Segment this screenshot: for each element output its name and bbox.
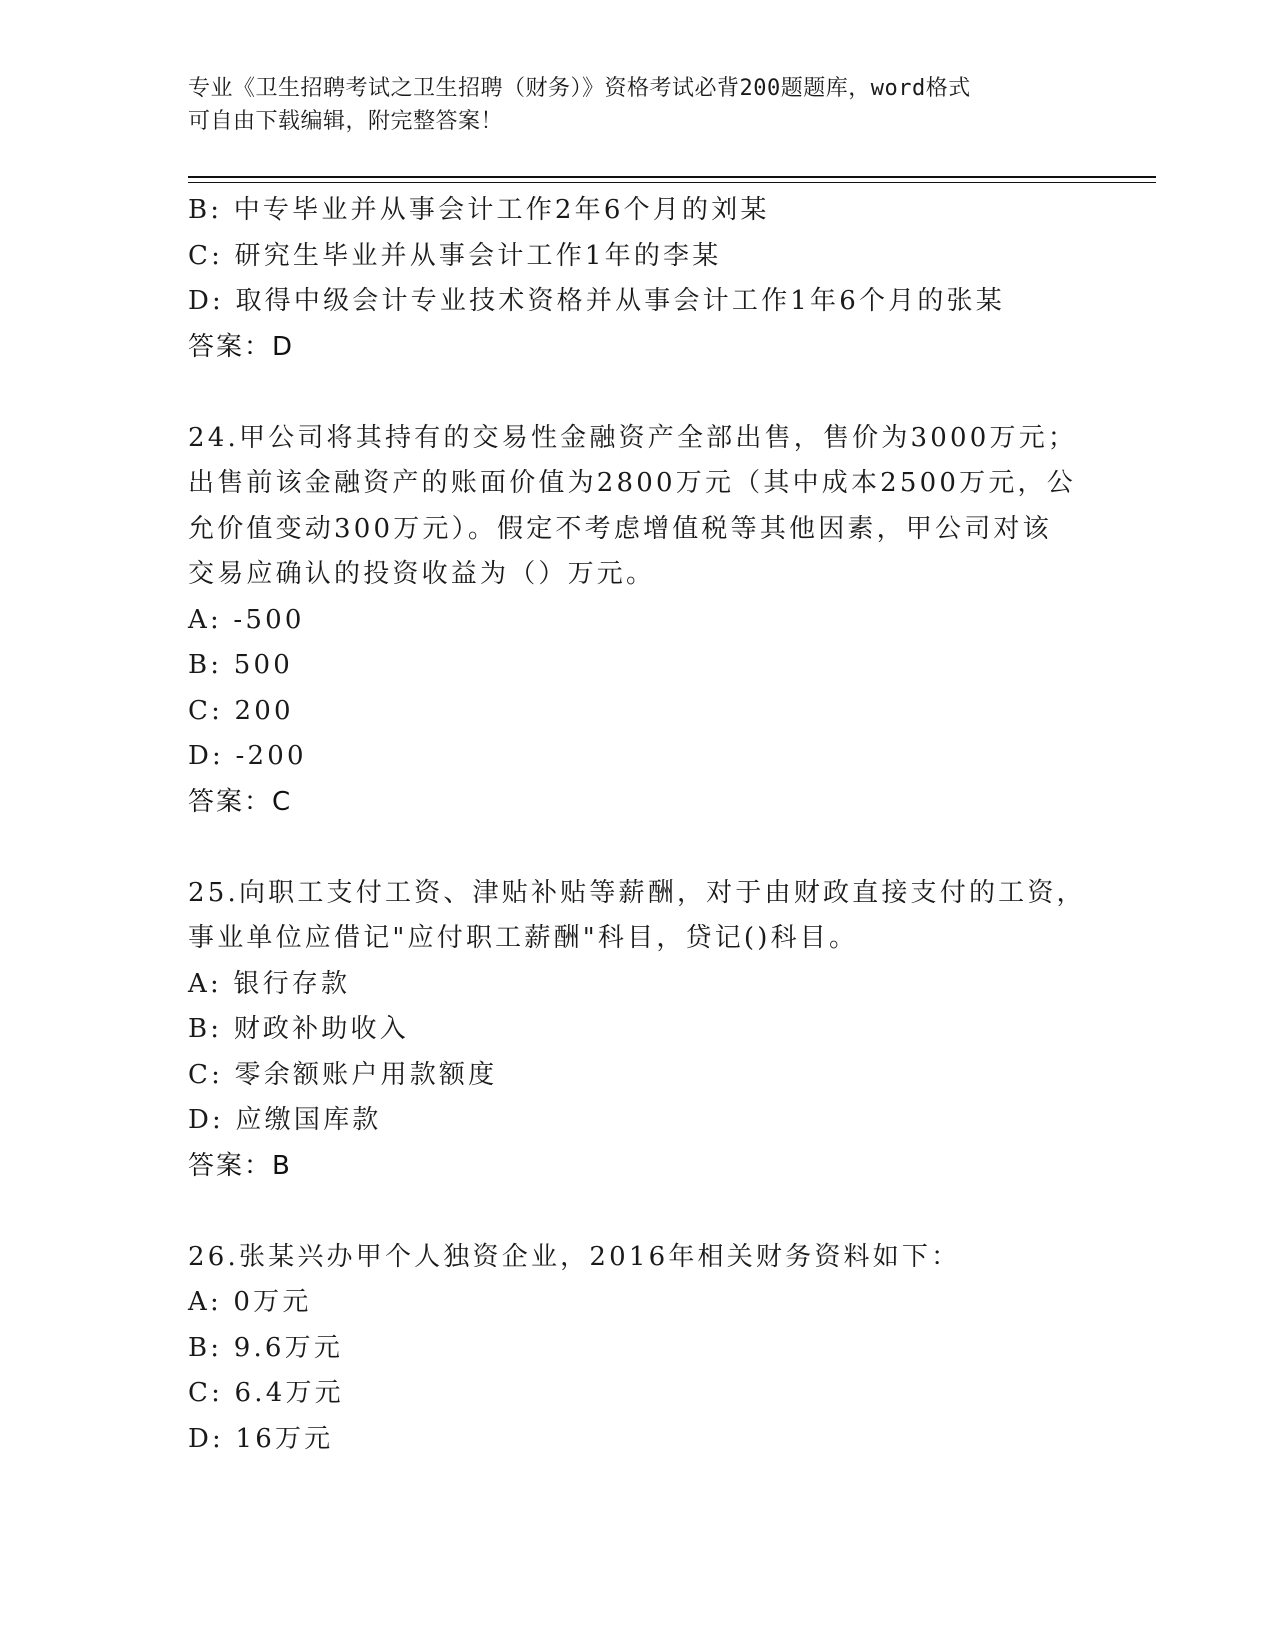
header-title-line-2: 可自由下载编辑，附完整答案！ xyxy=(188,109,504,134)
q26-option-b: B: 9.6万元 xyxy=(188,1332,344,1363)
q26-option-c: C: 6.4万元 xyxy=(188,1378,344,1408)
q26-option-d: D: 16万元 xyxy=(188,1423,334,1454)
q24-stem-line-3: 允价值变动300万元）。假定不考虑增值税等其他因素，甲公司对该 xyxy=(188,513,1052,544)
q26-option-a: A: 0万元 xyxy=(188,1287,312,1317)
document-header xyxy=(188,72,1088,138)
q25-option-a: A: 银行存款 xyxy=(188,968,351,999)
q23-answer: 答案：D xyxy=(188,331,295,362)
question-25 xyxy=(188,871,1088,1190)
header-divider-thick xyxy=(188,176,1156,178)
header-title-line-1: 专业《卫生招聘考试之卫生招聘（财务）》资格考试必背200题题库，word格式 xyxy=(188,76,971,101)
question-26 xyxy=(188,1235,1088,1463)
question-spacer xyxy=(188,825,1088,871)
question-list xyxy=(188,188,1088,1462)
q25-stem-line-2: 事业单位应借记"应付职工薪酬"科目，贷记()科目。 xyxy=(188,923,859,953)
q26-stem-line-1: 26.张某兴办甲个人独资企业，2016年相关财务资料如下： xyxy=(188,1241,961,1272)
q24-answer: 答案：C xyxy=(188,786,293,817)
q23-option-c: C: 研究生毕业并从事会计工作1年的李某 xyxy=(188,240,722,271)
question-24 xyxy=(188,416,1088,826)
question-23-tail xyxy=(188,188,1088,370)
q25-stem-line-1: 25.向职工支付工资、津贴补贴等薪酬，对于由财政直接支付的工资， xyxy=(188,877,1086,908)
q25-option-d: D: 应缴国库款 xyxy=(188,1105,382,1135)
q25-answer: 答案：B xyxy=(188,1150,292,1181)
question-spacer xyxy=(188,370,1088,416)
q23-option-d: D: 取得中级会计专业技术资格并从事会计工作1年6个月的张某 xyxy=(188,286,1005,316)
q24-stem-line-1: 24.甲公司将其持有的交易性金融资产全部出售，售价为3000万元； xyxy=(188,422,1078,453)
q25-option-c: C: 零余额账户用款额度 xyxy=(188,1059,498,1090)
q24-option-b: B: 500 xyxy=(188,650,293,680)
q24-option-a: A: -500 xyxy=(188,604,305,635)
q23-option-b: B: 中专毕业并从事会计工作2年6个月的刘某 xyxy=(188,195,770,225)
q24-stem-line-2: 出售前该金融资产的账面价值为2800万元（其中成本2500万元，公 xyxy=(188,468,1076,498)
q25-option-b: B: 财政补助收入 xyxy=(188,1014,409,1044)
question-spacer xyxy=(188,1189,1088,1235)
q24-option-c: C: 200 xyxy=(188,695,294,726)
header-divider-thin xyxy=(188,182,1156,183)
q24-option-d: D: -200 xyxy=(188,741,307,771)
q24-stem-line-4: 交易应确认的投资收益为（）万元。 xyxy=(188,559,656,589)
